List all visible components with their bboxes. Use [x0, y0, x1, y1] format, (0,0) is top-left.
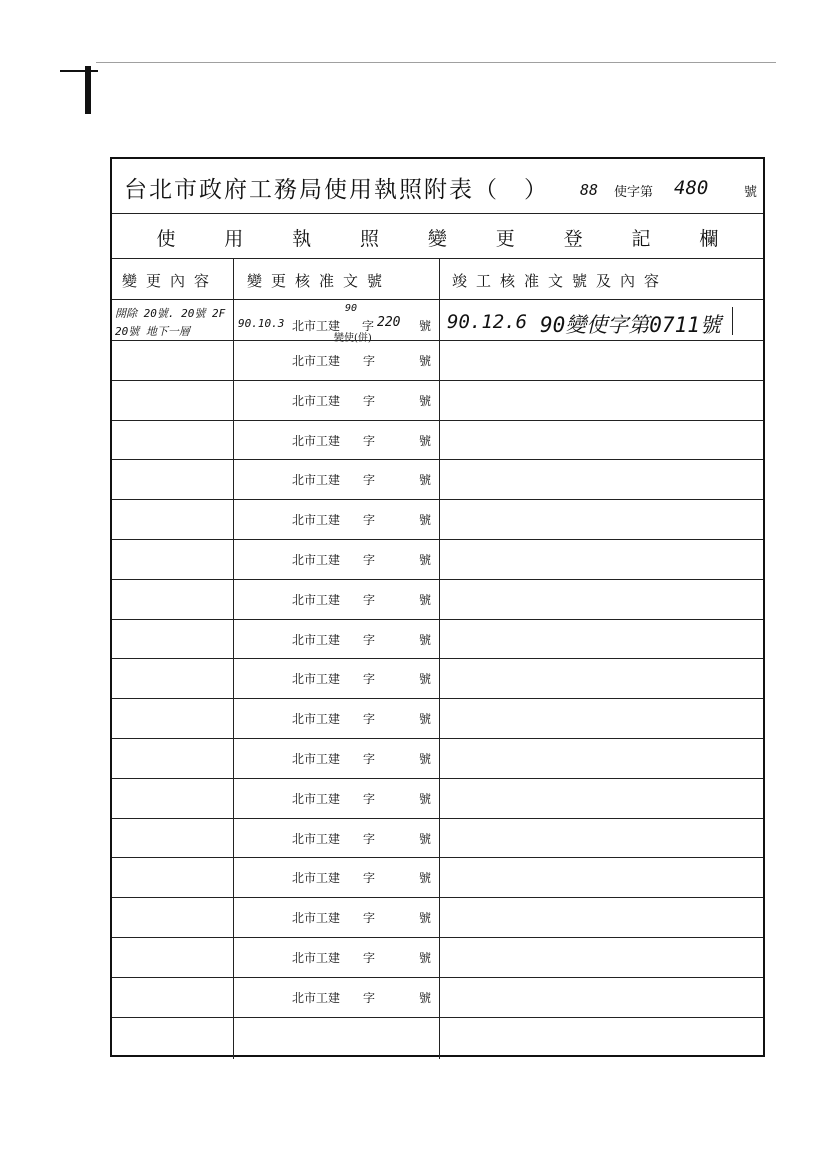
divider	[112, 213, 763, 214]
row-divider	[112, 937, 763, 938]
blank-row-word: 字	[363, 791, 376, 806]
blank-row-suffix: 號	[419, 712, 432, 727]
blank-row-word: 字	[363, 592, 376, 607]
row-divider	[112, 380, 763, 381]
blank-row-office: 北市工建	[292, 752, 341, 766]
completion-date: 90.12.6	[447, 311, 528, 333]
permit-year: 88	[580, 181, 599, 199]
section-char: 登	[563, 227, 583, 250]
section-char: 照	[360, 227, 380, 250]
blank-row-approval	[237, 631, 437, 649]
blank-row-office: 北市工建	[292, 393, 341, 408]
section-char: 使	[156, 227, 176, 250]
blank-row-approval	[237, 869, 437, 887]
blank-row-office: 北市工建	[292, 791, 341, 806]
column-header-change-content: 變更內容	[122, 271, 219, 290]
blank-row-approval	[237, 392, 437, 410]
section-char: 變	[427, 227, 447, 250]
blank-row-word: 字	[363, 513, 376, 528]
blank-row-approval	[237, 432, 437, 450]
permit-word: 使字第	[614, 185, 654, 200]
blank-row-suffix: 號	[419, 354, 432, 368]
blank-row-word: 字	[363, 990, 376, 1005]
blank-row-office: 北市工建	[292, 632, 341, 647]
row-divider	[112, 778, 763, 779]
blank-row-office: 北市工建	[292, 871, 341, 886]
blank-row-suffix: 號	[419, 672, 432, 687]
section-char: 用	[224, 227, 244, 250]
permit-number: 480	[674, 177, 709, 199]
change-approval-date: 90.10.3	[238, 317, 285, 330]
blank-row-approval	[237, 591, 437, 609]
blank-row-approval	[237, 471, 437, 489]
blank-row-approval	[237, 989, 437, 1007]
blank-row-office: 北市工建	[292, 433, 341, 448]
row-divider	[112, 340, 763, 341]
scan-artifact-top	[85, 66, 91, 114]
section-char: 記	[631, 227, 651, 250]
column-header-completion-approval: 竣工核准文號及內容	[452, 271, 669, 290]
blank-row-word: 字	[363, 473, 376, 488]
blank-row-office: 北市工建	[292, 951, 341, 965]
blank-row-suffix: 號	[419, 553, 432, 567]
change-approval-number: 220	[377, 315, 401, 330]
blank-row-office: 北市工建	[292, 513, 341, 528]
row-divider	[112, 420, 763, 421]
change-approval-word: 字	[362, 319, 375, 333]
blank-row-office: 北市工建	[292, 831, 341, 846]
blank-row-word: 字	[363, 553, 376, 567]
blank-row-approval	[237, 750, 437, 768]
column-header-change-approval: 變更核准文號	[247, 271, 392, 290]
blank-row-suffix: 號	[419, 632, 432, 647]
row-divider	[112, 818, 763, 819]
change-content-line1: 開除 20號. 20號 2F	[115, 307, 226, 320]
blank-row-suffix: 號	[419, 951, 432, 965]
blank-row-word: 字	[363, 911, 376, 926]
row-divider	[112, 539, 763, 540]
form-title: 台北市政府工務局使用執照附表（ ）	[124, 177, 549, 203]
completion-bracket	[732, 307, 733, 335]
row-divider	[112, 897, 763, 898]
row-divider	[112, 738, 763, 739]
row-divider	[112, 459, 763, 460]
blank-row-suffix: 號	[419, 473, 432, 488]
blank-row-suffix: 號	[419, 393, 432, 408]
change-approval-suffix: 號	[419, 319, 432, 333]
change-content-line2: 20號 地下一層	[115, 325, 190, 338]
blank-row-word: 字	[363, 433, 376, 448]
blank-row-office: 北市工建	[292, 990, 341, 1005]
blank-row-suffix: 號	[419, 871, 432, 886]
blank-row-office: 北市工建	[292, 592, 341, 607]
blank-row-office: 北市工建	[292, 712, 341, 727]
row-divider	[112, 579, 763, 580]
blank-row-word: 字	[363, 752, 376, 766]
section-char: 更	[495, 227, 515, 250]
blank-row-word: 字	[363, 712, 376, 727]
blank-row-suffix: 號	[419, 433, 432, 448]
blank-row-approval	[237, 551, 437, 569]
blank-row-suffix: 號	[419, 911, 432, 926]
divider	[112, 258, 763, 259]
blank-row-office: 北市工建	[292, 473, 341, 488]
row-divider	[112, 619, 763, 620]
row-divider	[112, 1017, 763, 1018]
blank-row-approval	[237, 909, 437, 927]
blank-row-word: 字	[363, 672, 376, 687]
blank-row-suffix: 號	[419, 592, 432, 607]
scan-artifact-dash	[96, 62, 776, 63]
section-char: 執	[292, 227, 312, 250]
divider	[112, 299, 763, 300]
section-title	[112, 217, 763, 257]
blank-row-office: 北市工建	[292, 553, 341, 567]
blank-row-office: 北市工建	[292, 672, 341, 687]
blank-row-approval	[237, 710, 437, 728]
blank-row-suffix: 號	[419, 752, 432, 766]
usage-permit-change-form	[110, 157, 765, 1057]
row-divider	[112, 698, 763, 699]
blank-row-office: 北市工建	[292, 354, 341, 368]
blank-row-approval	[237, 511, 437, 529]
row-divider	[112, 658, 763, 659]
blank-row-word: 字	[363, 831, 376, 846]
blank-row-suffix: 號	[419, 831, 432, 846]
blank-row-suffix: 號	[419, 513, 432, 528]
blank-row-word: 字	[363, 951, 376, 965]
blank-row-approval	[237, 949, 437, 967]
completion-text: 90變使字第0711號	[540, 313, 721, 337]
blank-row-suffix: 號	[419, 990, 432, 1005]
blank-row-word: 字	[363, 632, 376, 647]
change-approval-year-note: 90	[345, 303, 358, 314]
blank-row-office: 北市工建	[292, 911, 341, 926]
blank-row-suffix: 號	[419, 791, 432, 806]
row-divider	[112, 857, 763, 858]
blank-row-word: 字	[363, 871, 376, 886]
permit-suffix: 號	[744, 185, 758, 200]
row-divider	[112, 499, 763, 500]
blank-row-word: 字	[363, 393, 376, 408]
blank-row-approval	[237, 830, 437, 848]
row-divider	[112, 977, 763, 978]
blank-row-word: 字	[363, 354, 376, 368]
scan-artifact-line	[60, 70, 98, 72]
section-char: 欄	[699, 227, 719, 250]
change-approval-note-below: 變使(併)	[334, 333, 372, 344]
blank-row-approval	[237, 670, 437, 688]
change-approval-office: 北市工建	[292, 319, 341, 333]
blank-row-approval	[237, 352, 437, 370]
blank-row-approval	[237, 790, 437, 808]
